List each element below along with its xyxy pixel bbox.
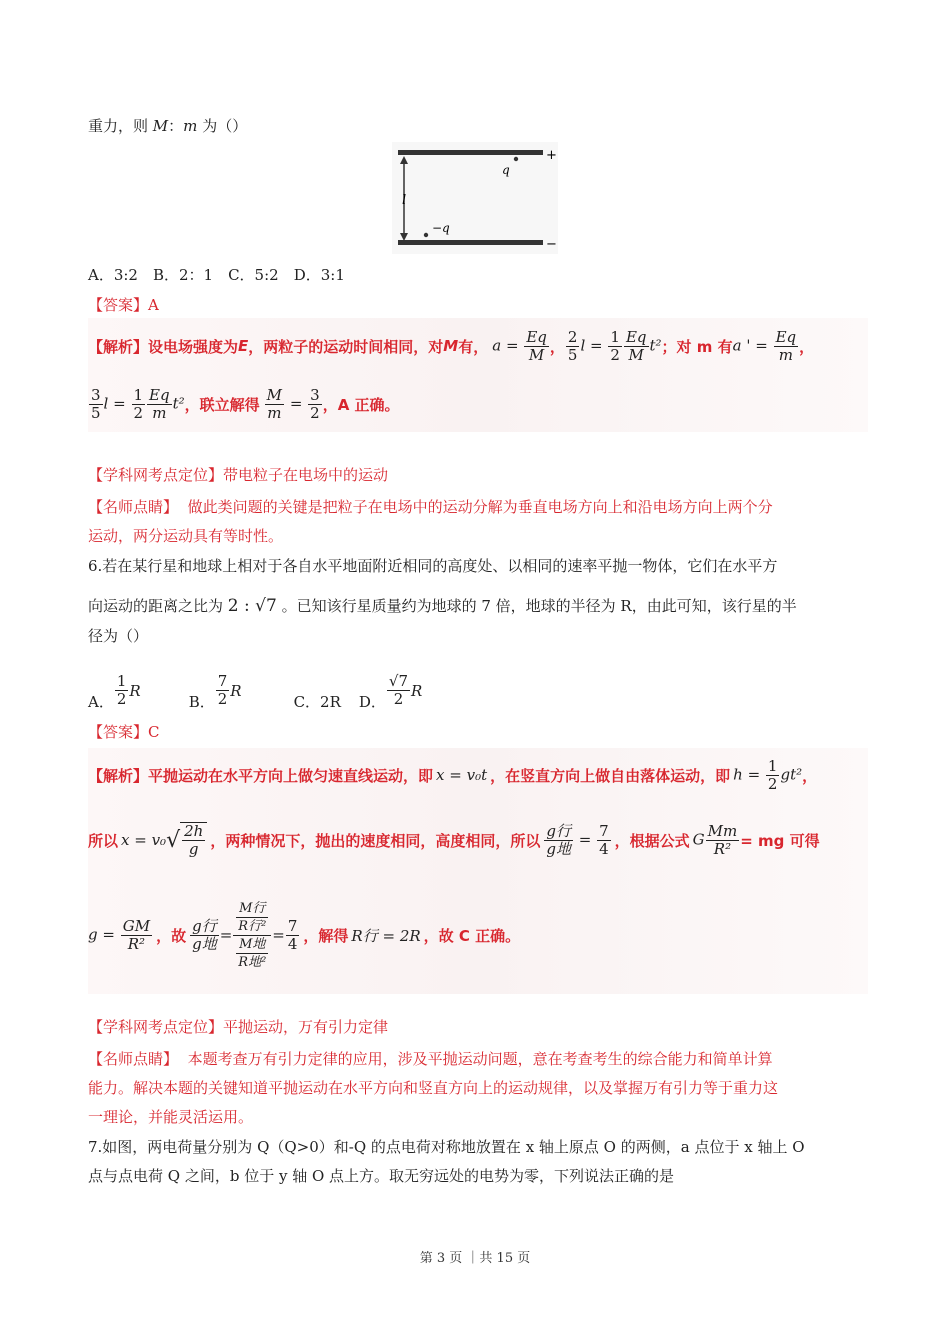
q6-answer: 【答案】C [88, 723, 160, 741]
q6-eq-h: h = $\frac{1}{2}$ gt² [733, 756, 803, 793]
q6-stem-line3: 径为（） [88, 627, 149, 645]
q7-stem-line1: 7.如图，两电荷量分别为 Q（Q>0）和-Q 的点电荷对称地放置在 x 轴上原点 O 的两侧，a 点位于 x 轴上 O [88, 1138, 805, 1156]
plus-sign: + [546, 148, 557, 163]
q5-options: A．3:2 B．2：1 C．5:2 D．3:1 [88, 266, 345, 284]
q7-stem-line2: 点与点电荷 Q 之间，b 位于 y 轴 O 点上方。取无穷远处的电势为零，下列说法正确的是 [88, 1167, 675, 1185]
q5-eq-distance: $\frac{2}{5}$ l = $\frac{1}{2}$ $\frac{Eq}{M}$ t² [567, 327, 662, 364]
q5-knowledge-point: 【学科网考点定位】带电粒子在电场中的运动 [88, 466, 389, 484]
q6-option-a: A． $\frac{1}{2}$ R [88, 672, 141, 711]
q6-eq-g: g = $\frac{GM}{\text{R²}}$ [88, 916, 151, 953]
l-label: l [402, 193, 407, 208]
q6-stem-line2: 向运动的距离之比为 2 : √7 。已知该行星质量约为地球的 7 倍，地球的半径为 R，由此可知，该行星的半 [88, 596, 797, 616]
q6-analysis-line3: g = $\frac{GM}{\text{R²}}$ ，故 $\frac{\text{g行}}{\text{g地}}$ = $\frac{\frac{\text{M行}}{\text{R行²}}}{\frac{\text{M地}}{\text{R地²}}}$ = $\frac{7}{4}$ ，解得 R行 = 2R ，故 C 正确。 [88, 900, 521, 970]
q-top-label: q [502, 163, 510, 177]
bottom-plate [398, 240, 543, 245]
charge-q-top [514, 157, 518, 161]
q6-tip-line2: 能力。解决本题的关键知道平抛运动在水平方向和竖直方向上的运动规律，以及掌握万有引力等于重力这 [88, 1079, 779, 1097]
q5-eq-aprime: a ' = $\frac{Eq}{m}$ [732, 327, 797, 364]
q5-stem: 重力，则 M：m 为（） [88, 117, 248, 135]
q6-tip-line1: 【名师点睛】 本题考查万有引力定律的应用，涉及平抛运动问题，意在考查考生的综合能力和简单计算 [88, 1050, 773, 1068]
q6-eq-xsqrt: x = v₀ √ $\frac{2h}{g}$ [121, 822, 207, 858]
q6-options [88, 660, 422, 712]
q5-analysis-line2: $\frac{3}{5}$ l = $\frac{1}{2}$ $\frac{Eq}{m}$ t² ，联立解得 $\frac{M}{m}$ = $\frac{3}{2}$ ，A 正确。 [88, 382, 400, 426]
q5-tip-line2: 运动，两分运动具有等时性。 [88, 527, 284, 545]
q5-tip-line1: 【名师点睛】 做此类问题的关键是把粒子在电场中的运动分解为垂直电场方向上和沿电场方向上两个分 [88, 498, 773, 516]
q-bottom-label: −q [432, 221, 450, 235]
charge-q-bottom [424, 233, 428, 237]
q6-eq-gratio-derived: $\frac{\text{g行}}{\text{g地}}$ = $\frac{\frac{\text{M行}}{\text{R行²}}}{\frac{\text{M地}}{\text{R地²}}}$ = $\frac{7}{4}$ [192, 900, 298, 970]
q6-stem-line1: 6.若在某行星和地球上相对于各自水平地面附近相同的高度处、以相同的速率平抛一物体，它们在水平方 [88, 557, 778, 575]
q5-eq-distance2: $\frac{3}{5}$ l = $\frac{1}{2}$ $\frac{Eq}{m}$ t² [91, 385, 185, 422]
q6-tip-line3: 一理论，并能灵活运用。 [88, 1108, 254, 1126]
q6-option-c: C．2R [293, 693, 341, 711]
q5-analysis-line1: 【解析】 设电场强度为 E ，两粒子的运动时间相同，对 M 有， a = $\frac{Eq}{M}$ ， $\frac{2}{5}$ l = $\frac{1}{2}$ $\frac{Eq}{M}$ t² ；对 m 有 a ' = $\frac{Eq}{m}$ ， [88, 327, 815, 364]
q6-option-d: D． $\frac{√7}{2}$ R [358, 672, 423, 711]
q5-eq-a: a = $\frac{Eq}{M}$ [492, 327, 547, 364]
minus-sign: − [546, 237, 557, 252]
q6-ratio: 2 : √7 [227, 596, 277, 616]
q5-eq-result: $\frac{M}{m}$ = $\frac{3}{2}$ [266, 385, 320, 422]
page-footer: 第 3 页 ｜共 15 页 [419, 1251, 531, 1266]
top-plate [398, 150, 543, 155]
q5-answer: 【答案】A [88, 296, 159, 314]
q6-eq-radius: R行 = 2R [351, 926, 421, 945]
q6-knowledge-point: 【学科网考点定位】平抛运动，万有引力定律 [88, 1018, 389, 1036]
q6-eq-x: x = v₀t [436, 766, 488, 784]
q6-option-b: B． $\frac{7}{2}$ R [188, 672, 242, 711]
q6-eq-gratio: $\frac{\text{g行}}{\text{g地}}$ = $\frac{7}{4}$ [546, 821, 609, 858]
q6-eq-gravity: G $\frac{Mm}{\text{R²}}$ [692, 821, 738, 858]
q6-analysis-line1: 【解析】 平抛运动在水平方向上做匀速直线运动，即 x = v₀t ，在竖直方向上做自由落体运动，即 h = $\frac{1}{2}$ gt² ， [88, 756, 818, 793]
q6-analysis-line2: 所以 x = v₀ √ $\frac{2h}{g}$ ，两种情况下，抛出的速度相同，高度相同，所以 $\frac{\text{g行}}{\text{g地}}$ = $\frac{7}{4}$ ，根据公式 G $\frac{Mm}{\text{R²}}$ = mg 可得 [88, 821, 820, 858]
capacitor-figure [392, 142, 558, 254]
capacitor-diagram [392, 142, 558, 254]
